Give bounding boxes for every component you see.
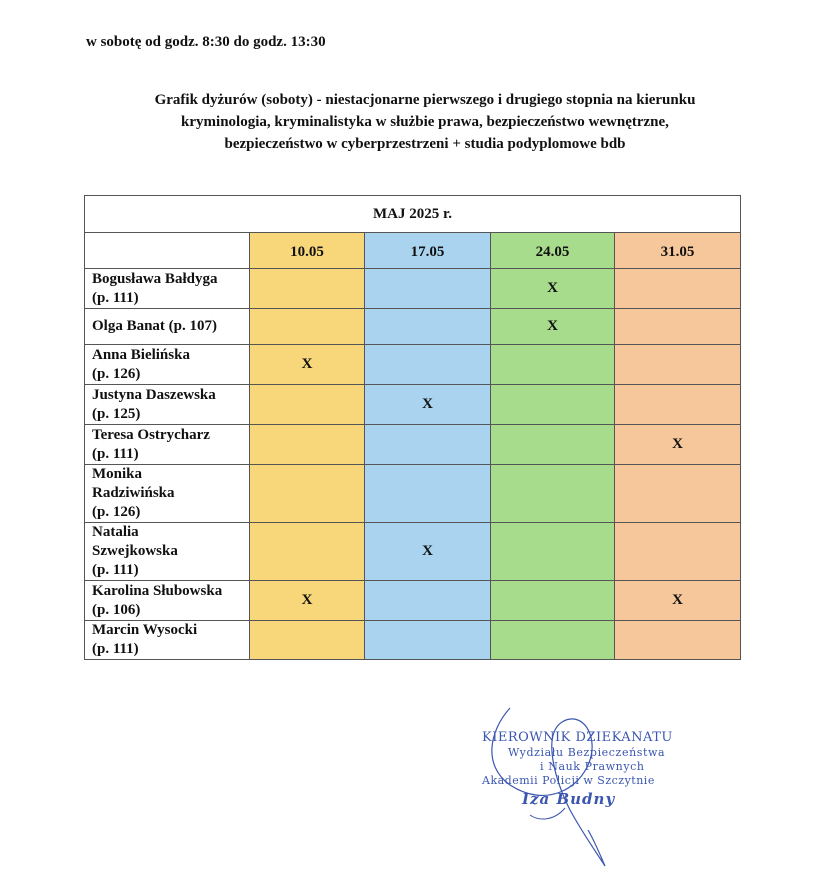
person-name-line: (p. 126) bbox=[92, 504, 141, 520]
date-header: 17.05 bbox=[365, 233, 491, 269]
person-cell bbox=[85, 523, 250, 581]
duty-mark-cell bbox=[615, 385, 741, 425]
stamp-line: Akademii Policji w Szczytnie bbox=[482, 774, 655, 787]
duty-mark-cell bbox=[250, 425, 365, 465]
stamp-line: KIEROWNIK DZIEKANATU bbox=[482, 730, 673, 745]
office-hours-note: w sobotę od godz. 8:30 do godz. 13:30 bbox=[86, 34, 326, 50]
table-row bbox=[85, 269, 741, 309]
month-header: MAJ 2025 r. bbox=[85, 196, 741, 233]
heading-line: Grafik dyżurów (soboty) - niestacjonarne pierwszego i drugiego stopnia na kierunku bbox=[154, 92, 696, 108]
date-header: 24.05 bbox=[491, 233, 615, 269]
person-name-line: (p. 126) bbox=[92, 365, 141, 382]
table-row bbox=[85, 309, 741, 345]
duty-mark-cell bbox=[491, 621, 615, 660]
person-cell bbox=[85, 621, 250, 660]
duty-mark-cell bbox=[491, 345, 615, 385]
heading-line: bezpieczeństwo w cyberprzestrzeni + studia podyplomowe bdb bbox=[224, 136, 626, 152]
person-cell bbox=[85, 581, 250, 621]
duty-mark-cell bbox=[365, 465, 491, 523]
person-cell bbox=[85, 309, 250, 345]
duty-mark-cell bbox=[365, 345, 491, 385]
duty-schedule-table bbox=[84, 195, 741, 660]
duty-mark-cell: X bbox=[491, 309, 615, 345]
duty-mark-cell bbox=[615, 621, 741, 660]
stamp-line: Wydziału Bezpieczeństwa bbox=[508, 746, 666, 759]
person-name-line: Radziwińska bbox=[92, 485, 175, 501]
person-cell bbox=[85, 385, 250, 425]
person-name-line: Natalia bbox=[92, 524, 139, 540]
duty-mark-cell bbox=[491, 581, 615, 621]
duty-mark-cell: X bbox=[365, 385, 491, 425]
table-row bbox=[85, 465, 741, 523]
person-name-line: (p. 111) bbox=[92, 562, 139, 578]
duty-mark-cell bbox=[491, 425, 615, 465]
duty-mark-cell bbox=[491, 523, 615, 581]
duty-mark-cell bbox=[365, 621, 491, 660]
date-header: 31.05 bbox=[615, 233, 741, 269]
table-row bbox=[85, 581, 741, 621]
table-row bbox=[85, 621, 741, 660]
duty-mark-cell bbox=[615, 269, 741, 309]
stamp-signature-name: Iza Budny bbox=[522, 790, 616, 808]
person-name-line: (p. 111) bbox=[92, 641, 139, 657]
person-name-line: Justyna Daszewska bbox=[92, 386, 216, 403]
duty-mark-cell bbox=[250, 621, 365, 660]
duty-mark-cell bbox=[365, 309, 491, 345]
duty-mark-cell bbox=[250, 523, 365, 581]
person-name-line: Olga Banat (p. 107) bbox=[92, 318, 218, 334]
duty-mark-cell: X bbox=[615, 581, 741, 621]
duty-mark-cell: X bbox=[615, 425, 741, 465]
duty-mark-cell bbox=[615, 345, 741, 385]
person-name-line: Marcin Wysocki bbox=[92, 622, 198, 638]
duty-mark-cell bbox=[250, 465, 365, 523]
duty-mark-cell bbox=[491, 465, 615, 523]
duty-mark-cell bbox=[365, 269, 491, 309]
person-name-line: (p. 106) bbox=[92, 601, 141, 618]
corner-cell bbox=[85, 233, 250, 269]
stamp-line: i Nauk Prawnych bbox=[540, 760, 645, 773]
duty-mark-cell: X bbox=[491, 269, 615, 309]
person-name-line: (p. 111) bbox=[92, 445, 139, 462]
heading-line: kryminologia, kryminalistyka w służbie prawa, bezpieczeństwo wewnętrzne, bbox=[181, 114, 669, 130]
date-header: 10.05 bbox=[250, 233, 365, 269]
table-row bbox=[85, 425, 741, 465]
dean-office-stamp bbox=[470, 690, 700, 870]
duty-mark-cell bbox=[250, 309, 365, 345]
person-name-line: Bogusława Bałdyga bbox=[92, 270, 218, 287]
person-cell bbox=[85, 269, 250, 309]
person-name-line: Monika bbox=[92, 466, 143, 482]
duty-mark-cell bbox=[365, 425, 491, 465]
duty-mark-cell bbox=[615, 523, 741, 581]
person-name-line: Anna Bielińska bbox=[92, 346, 190, 363]
duty-mark-cell bbox=[250, 385, 365, 425]
person-name-line: Karolina Słubowska bbox=[92, 582, 223, 599]
duty-mark-cell: X bbox=[365, 523, 491, 581]
duty-mark-cell bbox=[615, 309, 741, 345]
table-row bbox=[85, 345, 741, 385]
person-cell bbox=[85, 465, 250, 523]
person-cell bbox=[85, 425, 250, 465]
duty-mark-cell bbox=[615, 465, 741, 523]
person-cell bbox=[85, 345, 250, 385]
duty-mark-cell bbox=[491, 385, 615, 425]
person-name-line: Teresa Ostrycharz bbox=[92, 426, 210, 443]
duty-mark-cell: X bbox=[250, 581, 365, 621]
table-row bbox=[85, 523, 741, 581]
person-name-line: (p. 111) bbox=[92, 289, 139, 306]
table-row bbox=[85, 385, 741, 425]
person-name-line: Szwejkowska bbox=[92, 543, 178, 559]
schedule-heading bbox=[60, 89, 790, 155]
duty-mark-cell bbox=[365, 581, 491, 621]
duty-mark-cell: X bbox=[250, 345, 365, 385]
duty-mark-cell bbox=[250, 269, 365, 309]
person-name-line: (p. 125) bbox=[92, 405, 141, 422]
